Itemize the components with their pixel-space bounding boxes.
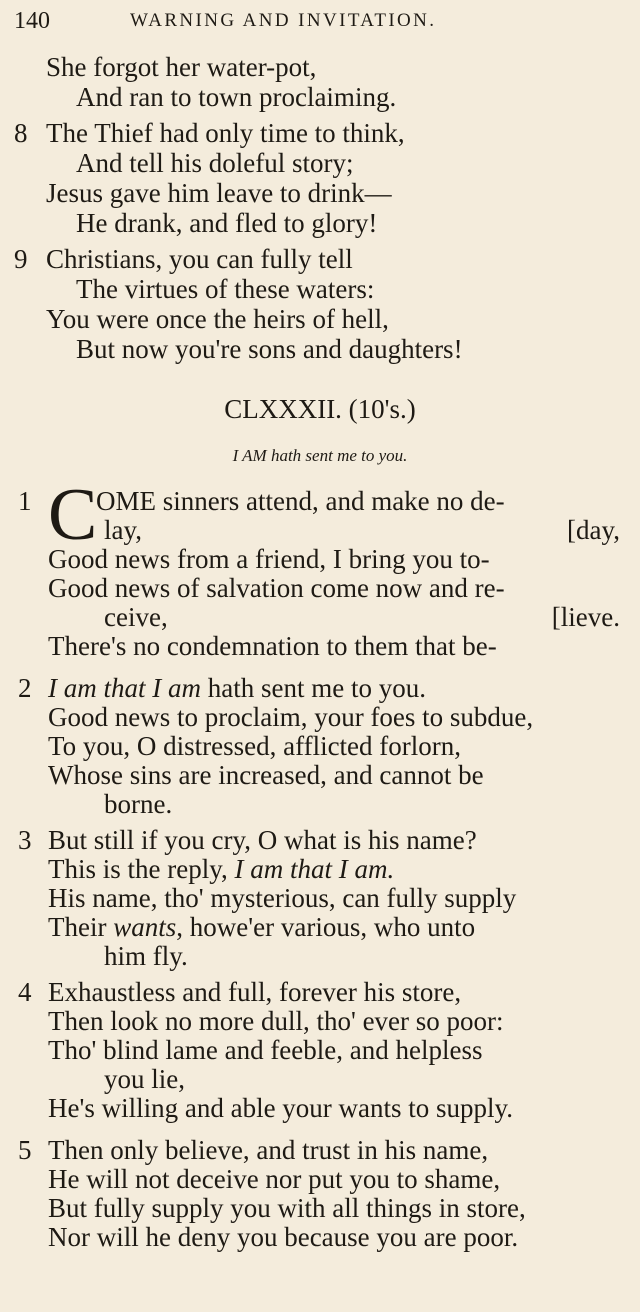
verse-line: He drank, and fled to glory! — [76, 208, 378, 238]
verse-line: Jesus gave him leave to drink— — [46, 178, 392, 208]
verse-line: Then look no more dull, tho' ever so poor: — [48, 1006, 504, 1036]
verse-line: Good news from a friend, I bring you to- — [48, 544, 490, 574]
verse-line: He will not deceive nor put you to shame, — [48, 1164, 501, 1194]
drop-cap: C — [48, 474, 98, 556]
stanza-number: 4 — [18, 977, 32, 1007]
verse-line: But fully supply you with all things in store, — [48, 1193, 526, 1223]
verse-line: There's no condemnation to them that be- — [48, 631, 497, 661]
stanza-number: 1 — [18, 486, 32, 516]
verse-line: Then only believe, and trust in his name, — [48, 1135, 489, 1165]
verse-line — [48, 854, 394, 884]
verse-line: And tell his doleful story; — [76, 148, 354, 178]
hymn-subtitle: I AM hath sent me to you. — [232, 446, 408, 465]
verse-line: But still if you cry, O what is his name? — [48, 825, 477, 855]
verse-line: Good news to proclaim, your foes to subdue, — [48, 702, 534, 732]
verse-line — [48, 673, 426, 703]
verse-line: His name, tho' mysterious, can fully supply — [48, 883, 517, 913]
verse-line: Nor will he deny you because you are poor. — [48, 1222, 519, 1252]
verse-line: borne. — [104, 789, 173, 819]
verse-line: you lie, — [104, 1064, 185, 1094]
verse-overflow: [day, — [567, 515, 620, 545]
verse-line: He's willing and able your wants to supply. — [48, 1093, 514, 1123]
verse-line: ceive, — [104, 602, 168, 632]
verse-line: The virtues of these waters: — [76, 274, 375, 304]
italic-phrase: I am that I am. — [234, 854, 395, 884]
verse-line: And ran to town proclaiming. — [76, 82, 397, 112]
verse-line: Whose sins are increased, and cannot be — [48, 760, 484, 790]
italic-phrase: I am that I am — [48, 673, 201, 703]
stanza-number: 9 — [14, 244, 28, 274]
verse-line: Christians, you can fully tell — [46, 244, 353, 274]
hymn-title: CLXXXII. (10's.) — [224, 394, 416, 424]
verse-text: Their — [48, 912, 114, 942]
verse-line: Tho' blind lame and feeble, and helpless — [48, 1035, 483, 1065]
stanza-number: 3 — [18, 825, 32, 855]
stanza-number: 8 — [14, 118, 28, 148]
verse-overflow: [lieve. — [551, 602, 620, 632]
verse-line: The Thief had only time to think, — [46, 118, 405, 148]
page-number: 140 — [14, 8, 50, 34]
italic-phrase: wants — [113, 912, 177, 942]
verse-line: You were once the heirs of hell, — [46, 304, 389, 334]
verse-line: lay, — [104, 515, 142, 545]
verse-line: Exhaustless and full, forever his store, — [48, 977, 462, 1007]
verse-line — [48, 912, 475, 942]
verse-line: But now you're sons and daughters! — [76, 334, 463, 364]
stanza-number: 2 — [18, 673, 32, 703]
running-title: WARNING AND INVITATION. — [130, 10, 437, 31]
verse-line: OME sinners attend, and make no de- — [96, 486, 505, 516]
verse-line: To you, O distressed, afflicted forlorn, — [48, 731, 462, 761]
stanza-number: 5 — [18, 1135, 32, 1165]
verse-text: hath sent me to you. — [200, 673, 426, 703]
verse-line: She forgot her water-pot, — [46, 52, 317, 82]
verse-text: This is the reply, — [48, 854, 235, 884]
verse-text: , howe'er various, who unto — [176, 912, 476, 942]
verse-line: him fly. — [104, 941, 188, 971]
verse-line: Good news of salvation come now and re- — [48, 573, 505, 603]
